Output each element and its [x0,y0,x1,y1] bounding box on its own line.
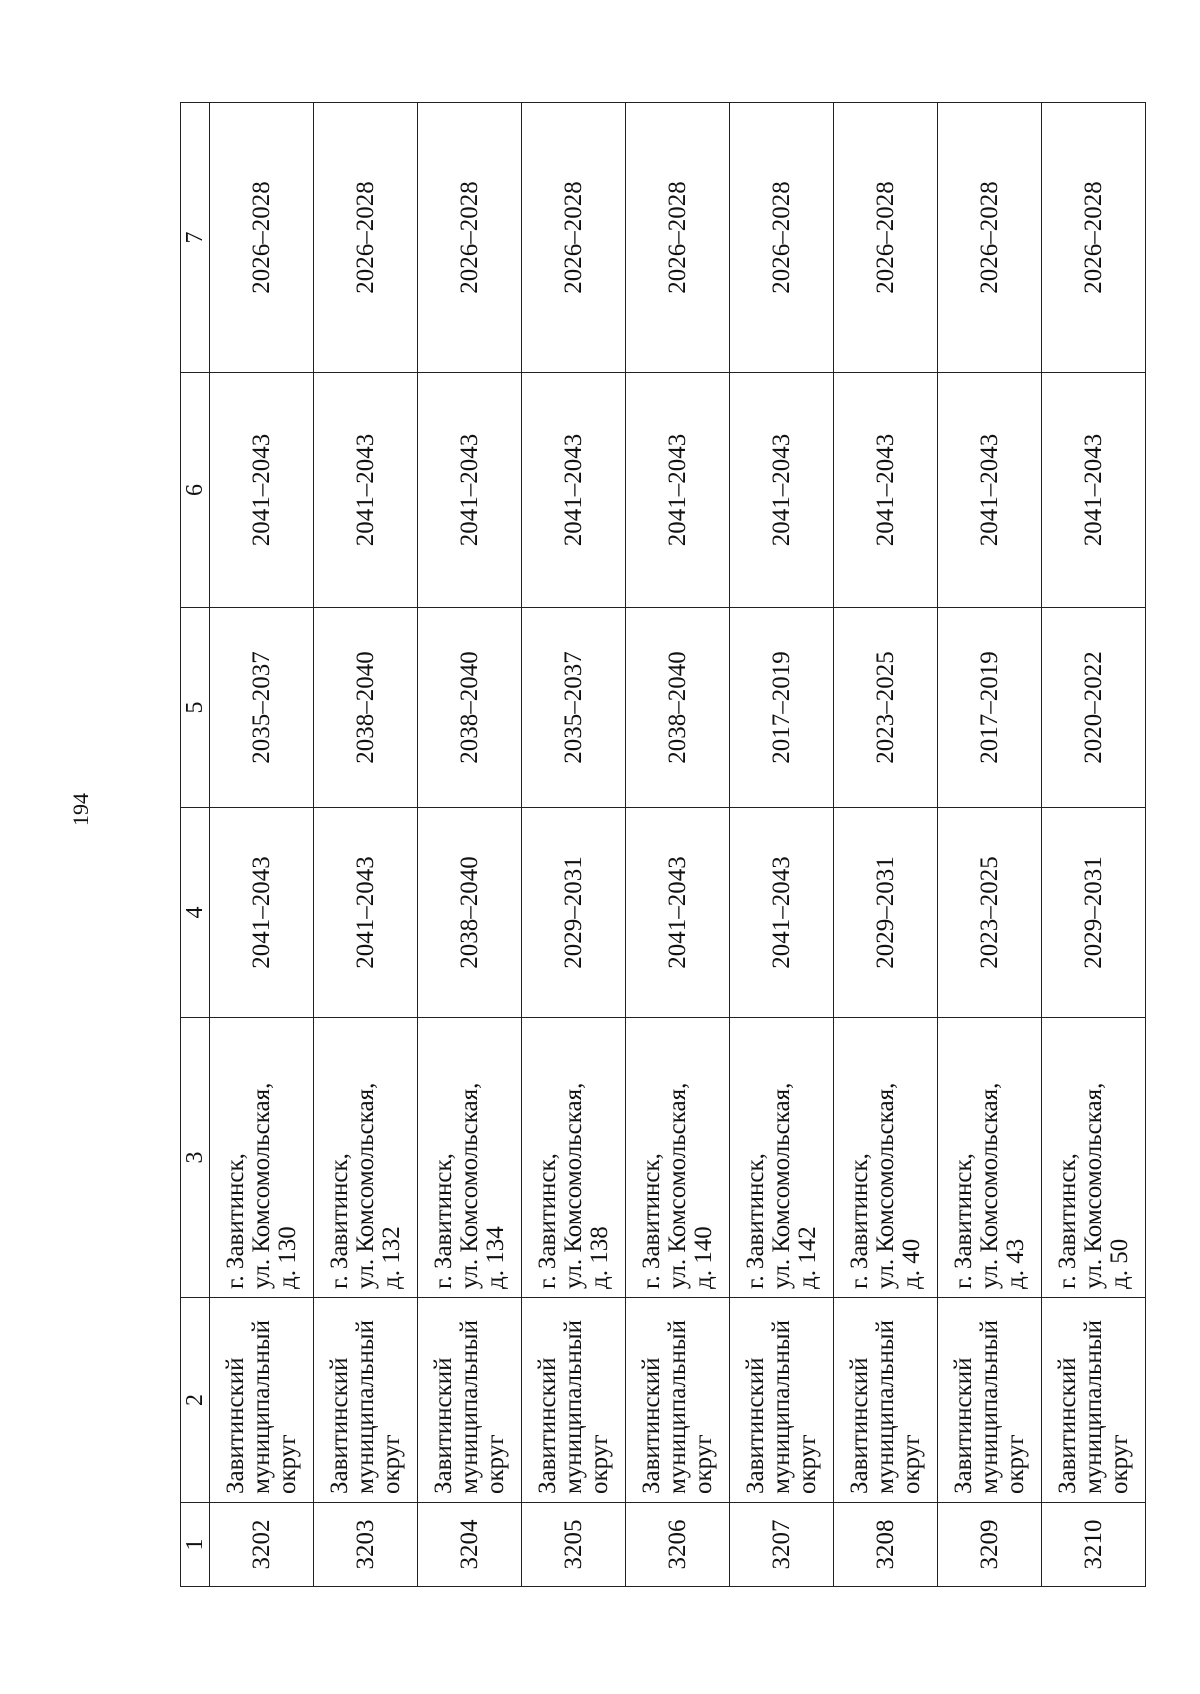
header-row [181,103,210,1587]
period-cell-c7: 2026–2028 [210,103,314,373]
address-line: г. Завитинск, [533,1153,561,1289]
address-line: ул. Комсомольская, [871,1082,899,1289]
table-container [180,103,1140,1587]
row-number-cell: 3208 [834,1503,938,1587]
column-header: 2 [181,1298,210,1503]
period-cell-c4: 2023–2025 [938,808,1042,1018]
district-line: округ [585,1434,613,1494]
row-number-cell: 3202 [210,1503,314,1587]
district-cell [938,1298,1042,1503]
address-cell [522,1018,626,1298]
address-line: г. Завитинск, [845,1153,873,1289]
district-cell [1042,1298,1146,1503]
district-cell [730,1298,834,1503]
address-cell [1042,1018,1146,1298]
row-number-cell: 3210 [1042,1503,1146,1587]
table-row [210,103,314,1587]
period-cell-c5: 2017–2019 [938,608,1042,808]
column-header: 3 [181,1018,210,1298]
period-cell-c7: 2026–2028 [938,103,1042,373]
period-cell-c6: 2041–2043 [938,373,1042,608]
period-cell-c4: 2041–2043 [626,808,730,1018]
district-line: муниципальный [975,1320,1003,1494]
period-cell-c5: 2038–2040 [418,608,522,808]
address-line: д. 50 [1105,1238,1133,1289]
district-line: округ [897,1434,925,1494]
district-line: муниципальный [351,1320,379,1494]
period-cell-c4: 2041–2043 [210,808,314,1018]
address-line: ул. Комсомольская, [975,1082,1003,1289]
address-line: г. Завитинск, [221,1153,249,1289]
table-row [938,103,1042,1587]
district-line: округ [689,1434,717,1494]
address-line: г. Завитинск, [325,1153,353,1289]
period-cell-c7: 2026–2028 [522,103,626,373]
address-cell [418,1018,522,1298]
district-cell [522,1298,626,1503]
row-number-cell: 3203 [314,1503,418,1587]
table-row [314,103,418,1587]
district-cell [210,1298,314,1503]
data-table [180,102,1146,1587]
district-line: округ [377,1434,405,1494]
address-line: ул. Комсомольская, [559,1082,587,1289]
address-line: ул. Комсомольская, [351,1082,379,1289]
address-line: д. 40 [897,1238,925,1289]
period-cell-c6: 2041–2043 [418,373,522,608]
district-cell [418,1298,522,1503]
row-number-cell: 3209 [938,1503,1042,1587]
row-number-cell: 3205 [522,1503,626,1587]
period-cell-c7: 2026–2028 [314,103,418,373]
row-number-cell: 3207 [730,1503,834,1587]
district-line: округ [1001,1434,1029,1494]
district-cell [626,1298,730,1503]
table-body [210,103,1146,1587]
period-cell-c5: 2038–2040 [314,608,418,808]
page-number: 194 [68,793,93,826]
address-line: ул. Комсомольская, [455,1082,483,1289]
table-row [730,103,834,1587]
column-header: 4 [181,808,210,1018]
period-cell-c7: 2026–2028 [730,103,834,373]
period-cell-c5: 2017–2019 [730,608,834,808]
address-cell [314,1018,418,1298]
district-line: муниципальный [455,1320,483,1494]
district-line: округ [1105,1434,1133,1494]
district-line: муниципальный [247,1320,275,1494]
table-row [1042,103,1146,1587]
period-cell-c5: 2020–2022 [1042,608,1146,808]
district-line: Завитинский [741,1357,769,1494]
district-cell [834,1298,938,1503]
period-cell-c5: 2038–2040 [626,608,730,808]
district-line: округ [481,1434,509,1494]
period-cell-c6: 2041–2043 [834,373,938,608]
address-line: д. 132 [377,1226,405,1289]
row-number-cell: 3204 [418,1503,522,1587]
address-line: д. 140 [689,1226,717,1289]
address-cell [210,1018,314,1298]
period-cell-c6: 2041–2043 [522,373,626,608]
period-cell-c6: 2041–2043 [210,373,314,608]
address-cell [938,1018,1042,1298]
column-header: 5 [181,608,210,808]
district-line: Завитинский [949,1357,977,1494]
table-row [626,103,730,1587]
period-cell-c4: 2038–2040 [418,808,522,1018]
period-cell-c5: 2035–2037 [210,608,314,808]
address-line: г. Завитинск, [1053,1153,1081,1289]
address-cell [834,1018,938,1298]
period-cell-c4: 2041–2043 [730,808,834,1018]
address-line: ул. Комсомольская, [247,1082,275,1289]
address-cell [730,1018,834,1298]
table-row [834,103,938,1587]
district-line: Завитинский [325,1357,353,1494]
row-number-cell: 3206 [626,1503,730,1587]
district-line: округ [793,1434,821,1494]
district-cell [314,1298,418,1503]
table-row [418,103,522,1587]
address-line: д. 142 [793,1226,821,1289]
address-line: г. Завитинск, [949,1153,977,1289]
district-line: муниципальный [1079,1320,1107,1494]
period-cell-c6: 2041–2043 [314,373,418,608]
address-line: ул. Комсомольская, [767,1082,795,1289]
district-line: Завитинский [221,1357,249,1494]
column-header: 6 [181,373,210,608]
address-line: д. 43 [1001,1238,1029,1289]
period-cell-c7: 2026–2028 [834,103,938,373]
district-line: Завитинский [429,1357,457,1494]
address-cell [626,1018,730,1298]
period-cell-c4: 2029–2031 [1042,808,1146,1018]
district-line: муниципальный [871,1320,899,1494]
district-line: Завитинский [1053,1357,1081,1494]
period-cell-c4: 2029–2031 [522,808,626,1018]
period-cell-c6: 2041–2043 [1042,373,1146,608]
period-cell-c5: 2035–2037 [522,608,626,808]
period-cell-c5: 2023–2025 [834,608,938,808]
period-cell-c6: 2041–2043 [626,373,730,608]
district-line: Завитинский [533,1357,561,1494]
address-line: ул. Комсомольская, [663,1082,691,1289]
table-row [522,103,626,1587]
address-line: д. 130 [273,1226,301,1289]
address-line: д. 138 [585,1226,613,1289]
address-line: г. Завитинск, [741,1153,769,1289]
address-line: ул. Комсомольская, [1079,1082,1107,1289]
period-cell-c4: 2029–2031 [834,808,938,1018]
address-line: г. Завитинск, [429,1153,457,1289]
column-header: 7 [181,103,210,373]
column-header: 1 [181,1503,210,1587]
period-cell-c7: 2026–2028 [1042,103,1146,373]
district-line: муниципальный [559,1320,587,1494]
period-cell-c6: 2041–2043 [730,373,834,608]
period-cell-c7: 2026–2028 [626,103,730,373]
district-line: муниципальный [663,1320,691,1494]
period-cell-c7: 2026–2028 [418,103,522,373]
address-line: д. 134 [481,1226,509,1289]
district-line: Завитинский [637,1357,665,1494]
district-line: округ [273,1434,301,1494]
district-line: Завитинский [845,1357,873,1494]
district-line: муниципальный [767,1320,795,1494]
period-cell-c4: 2041–2043 [314,808,418,1018]
address-line: г. Завитинск, [637,1153,665,1289]
